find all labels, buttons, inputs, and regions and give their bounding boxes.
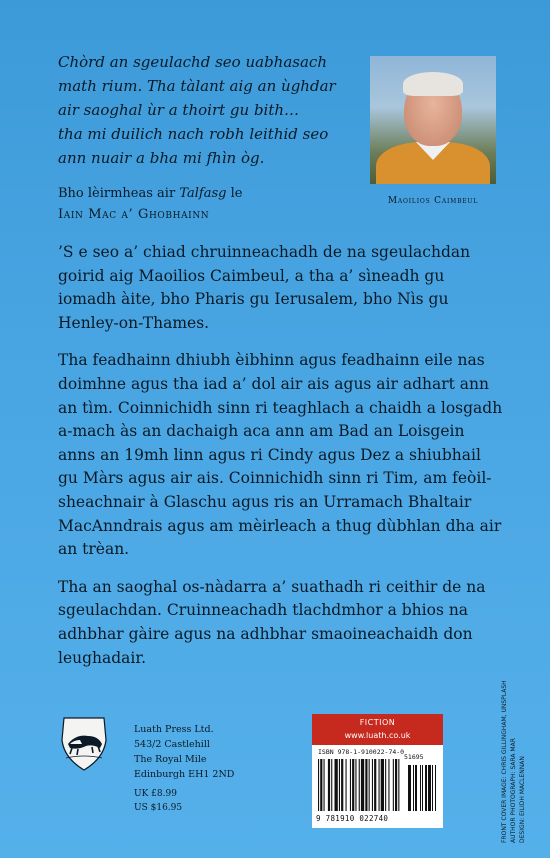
isbn-text: ISBN 978-1-910022-74-0 bbox=[318, 748, 405, 756]
barcode-bar bbox=[385, 759, 386, 811]
review-attribution-connector: le bbox=[226, 186, 243, 201]
barcode-bar bbox=[393, 759, 394, 811]
review-attribution bbox=[58, 183, 348, 225]
barcode-bar bbox=[335, 759, 338, 811]
barcode-bar bbox=[365, 759, 367, 811]
addon-bar bbox=[415, 765, 417, 811]
author-photo-caption: Maoilios Caimbeul bbox=[387, 196, 479, 206]
barcode-digits: 9 781910 022740 bbox=[316, 814, 389, 823]
addon-bar bbox=[428, 765, 431, 811]
addon-code: 51695 bbox=[404, 753, 424, 761]
credit-line-3: DESIGN: EILIDH MACLENNAN bbox=[519, 756, 526, 843]
luath-press-badger-logo bbox=[58, 714, 110, 772]
barcode-bar bbox=[359, 759, 360, 811]
blurb-paragraph-2: Tha feadhainn dhiubh èibhinn agus feadhainn eile nas doimhne agus tha iad a’ dol air ais agus air adhart ann an tìm. Coinnichidh sinn ri teaghlach a chaidh a losgadh a-mach às an dachaigh aca ann am Bad an Loisgein anns an 19mh linn agus ri Cindy agus Dez a shiubhail gu Màrs agus air ais. Coinnichidh sinn ri Tim, am feòil-sheachnair à Glaschu agus ris an Urramach Bhaltair MacAnndrais agus am mèirleach a thug dùbhlan dha air an trèan. bbox=[58, 351, 503, 559]
address-line-1: Luath Press Ltd. bbox=[134, 724, 214, 735]
addon-bar bbox=[420, 765, 421, 811]
barcode-bar bbox=[372, 759, 373, 811]
barcode-bar bbox=[369, 759, 370, 811]
blurb bbox=[58, 241, 503, 684]
review-quote bbox=[58, 50, 358, 170]
barcode-bar bbox=[341, 759, 343, 811]
barcode-area bbox=[312, 745, 443, 828]
addon-bar bbox=[408, 765, 411, 811]
barcode-bar bbox=[352, 759, 354, 811]
barcode-bar bbox=[355, 759, 356, 811]
barcode-bar bbox=[398, 759, 399, 811]
barcode-bar bbox=[388, 759, 389, 811]
barcode-bar bbox=[320, 759, 322, 811]
address-line-3: The Royal Mile bbox=[134, 754, 207, 765]
quote-line-3: air saoghal ùr a thoirt gu bith… bbox=[58, 101, 300, 119]
credit-line-1: FRONT COVER IMAGE: CHRIS GILLINGHAM, UNSPLASH bbox=[501, 680, 508, 843]
prices bbox=[134, 787, 234, 815]
addon-bar bbox=[422, 765, 423, 811]
quote-line-1: Chòrd an sgeulachd seo uabhasach bbox=[58, 53, 327, 71]
barcode-bars bbox=[318, 759, 438, 815]
quote-line-2: math rium. Tha tàlant aig an ùghdar bbox=[58, 77, 336, 95]
addon-bar bbox=[432, 765, 433, 811]
barcode-bar bbox=[318, 759, 319, 811]
barcode-bar bbox=[395, 759, 397, 811]
address-line-2: 543/2 Castlehill bbox=[134, 739, 210, 750]
genre-banner bbox=[312, 714, 443, 745]
price-uk: UK £8.99 bbox=[134, 789, 177, 799]
barcode-bar bbox=[381, 759, 384, 811]
barcode-bar bbox=[379, 759, 380, 811]
publisher-website: www.luath.co.uk bbox=[344, 731, 411, 740]
barcode-bar bbox=[328, 759, 330, 811]
publisher-address bbox=[134, 722, 284, 782]
review-attribution-prefix: Bho lèirmheas air bbox=[58, 186, 180, 201]
barcode-bar bbox=[350, 759, 351, 811]
genre-label: FICTION bbox=[359, 718, 396, 727]
addon-bar bbox=[413, 765, 414, 811]
quote-line-5: ann nuair a bha mi fhìn òg. bbox=[58, 149, 265, 167]
review-publication-title: Talfasg bbox=[179, 186, 227, 201]
price-us: US $16.95 bbox=[134, 803, 183, 813]
barcode-bar bbox=[374, 759, 376, 811]
barcode-bar bbox=[346, 759, 347, 811]
barcode-bar bbox=[324, 759, 325, 811]
cover-credits bbox=[500, 680, 527, 843]
barcode-block bbox=[312, 714, 443, 828]
blurb-paragraph-1: ’S e seo a’ chiad chruinneachadh de na sgeulachdan goirid aig Maoilios Caimbeul, a tha a’ sìneadh gu iomadh àite, bho Pharis gu Ierusalem, bho Nìs gu Henley-on-Thames. bbox=[58, 243, 471, 332]
address-line-4: Edinburgh EH1 2ND bbox=[134, 769, 235, 780]
reviewer-name: Iain Mac a’ Ghobhainn bbox=[58, 207, 210, 222]
credit-line-2: AUTHOR PHOTOGRAPH: SARA MAR bbox=[510, 738, 517, 843]
barcode-bar bbox=[361, 759, 364, 811]
barcode-bar bbox=[339, 759, 340, 811]
quote-line-4: tha mi duilich nach robh leithid seo bbox=[58, 125, 329, 143]
blurb-paragraph-3: Tha an saoghal os-nàdarra a’ suathadh ri ceithir de na sgeulachdan. Cruinneachadh tlachdmhor a bhios na adhbhar gàire agus na adhbhar smaoineachaidh don leughadair. bbox=[58, 577, 486, 667]
addon-bar bbox=[435, 765, 436, 811]
author-photo bbox=[370, 56, 496, 184]
addon-bar bbox=[425, 765, 427, 811]
barcode-bar bbox=[331, 759, 332, 811]
